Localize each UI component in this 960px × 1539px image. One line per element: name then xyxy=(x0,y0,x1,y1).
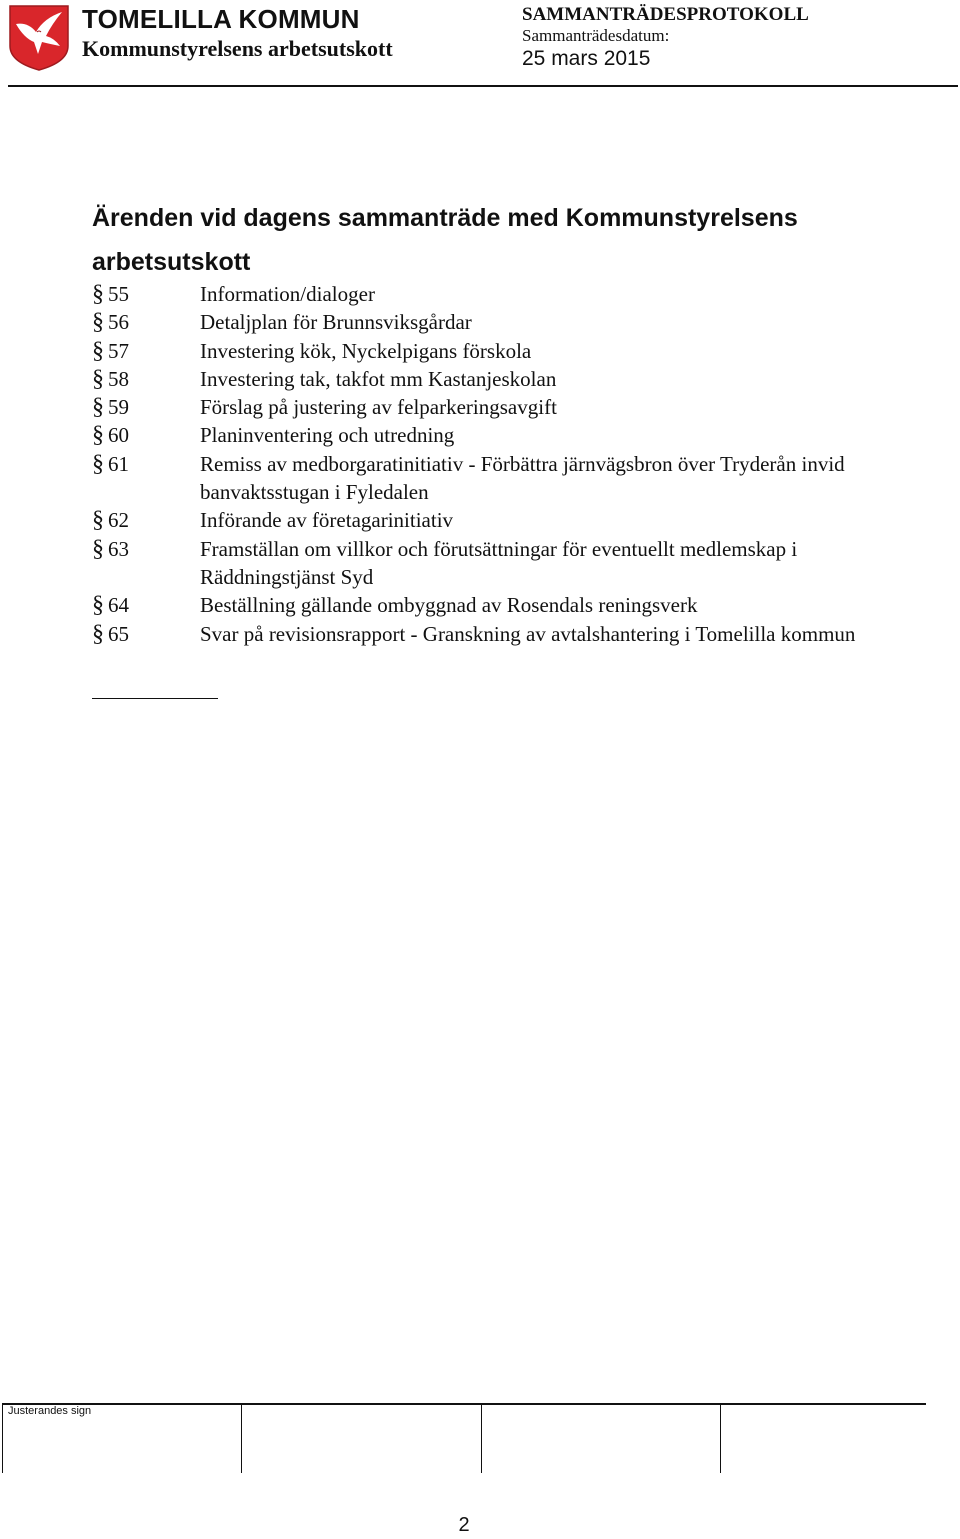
agenda-item-title: Införande av företagarinitiativ xyxy=(200,508,454,533)
section-symbol: § xyxy=(92,309,104,336)
agenda-item-number: 56 xyxy=(108,310,129,335)
agenda-item-title: Förslag på justering av felparkeringsavgift xyxy=(200,395,557,420)
section-symbol: § xyxy=(92,365,104,392)
agenda-item-title: Planinventering och utredning xyxy=(200,423,455,448)
section-symbol: § xyxy=(92,535,104,562)
section-symbol: § xyxy=(92,337,104,364)
section-symbol: § xyxy=(92,592,104,619)
meeting-date: 25 mars 2015 xyxy=(522,47,651,70)
section-symbol: § xyxy=(92,281,104,307)
agenda-item xyxy=(92,506,902,534)
agenda-item-title: Investering kök, Nyckelpigans förskola xyxy=(200,338,532,363)
agenda-item-number: 57 xyxy=(108,338,129,363)
agenda-item xyxy=(92,591,902,619)
agenda-item-number: 59 xyxy=(108,395,129,420)
agenda-item xyxy=(92,337,902,365)
section-symbol: § xyxy=(92,450,104,477)
agenda-item-title: Remiss av medborgaratinitiativ - Förbättra järnvägsbron över Tryderån invid banvaktsstugan i Fyledalen xyxy=(200,451,845,505)
page-number: 2 xyxy=(458,1514,470,1536)
sign-column-divider xyxy=(720,1405,721,1473)
agenda-item-number: 58 xyxy=(108,366,129,391)
document-type: SAMMANTRÄDESPROTOKOLL xyxy=(522,4,809,25)
sign-label: Justerandes sign xyxy=(8,1405,92,1417)
sign-column-divider xyxy=(2,1405,3,1473)
agenda-item-number: 60 xyxy=(108,423,129,448)
agenda-item xyxy=(92,308,902,336)
agenda-item-title: Information/dialoger xyxy=(200,282,375,306)
section-symbol: § xyxy=(92,507,104,534)
agenda-item-number: 61 xyxy=(108,451,129,476)
agenda-item xyxy=(92,421,902,449)
agenda-item-title: Svar på revisionsrapport - Granskning av avtalshantering i Tomelilla kommun xyxy=(200,621,856,646)
agenda-item xyxy=(92,393,902,421)
agenda-item-number: 62 xyxy=(108,508,129,533)
meeting-date-label: Sammanträdesdatum: xyxy=(522,26,670,45)
page-title: Ärenden vid dagens sammanträde med Kommunstyrelsens arbetsutskott xyxy=(92,204,798,276)
list-end-divider xyxy=(92,698,218,699)
sign-column-divider xyxy=(481,1405,482,1473)
section-symbol: § xyxy=(92,394,104,421)
agenda-item xyxy=(92,280,902,308)
sign-column-divider xyxy=(241,1405,242,1473)
section-symbol: § xyxy=(92,422,104,449)
header-divider xyxy=(8,85,958,87)
org-name: TOMELILLA KOMMUN xyxy=(82,4,360,34)
coat-of-arms-kite-icon xyxy=(8,4,70,72)
agenda-item-number: 55 xyxy=(108,282,129,306)
agenda-item-number: 65 xyxy=(108,621,129,646)
signature-table xyxy=(2,1403,926,1475)
agenda-item-number: 64 xyxy=(108,593,129,618)
agenda-item-title: Beställning gällande ombyggnad av Rosendals reningsverk xyxy=(200,593,698,618)
agenda-item xyxy=(92,450,902,507)
agenda-item-title: Investering tak, takfot mm Kastanjeskolan xyxy=(200,366,557,391)
agenda-list xyxy=(92,280,902,648)
committee-name: Kommunstyrelsens arbetsutskott xyxy=(82,36,393,61)
section-symbol: § xyxy=(92,620,104,647)
agenda-item xyxy=(92,535,902,592)
agenda-item-number: 63 xyxy=(108,536,129,561)
agenda-item xyxy=(92,620,902,648)
agenda-item-title: Framställan om villkor och förutsättningar för eventuellt medlemskap i Räddningstjänst Syd xyxy=(200,536,798,589)
agenda-item xyxy=(92,365,902,393)
agenda-item-title: Detaljplan för Brunnsviksgårdar xyxy=(200,310,472,335)
